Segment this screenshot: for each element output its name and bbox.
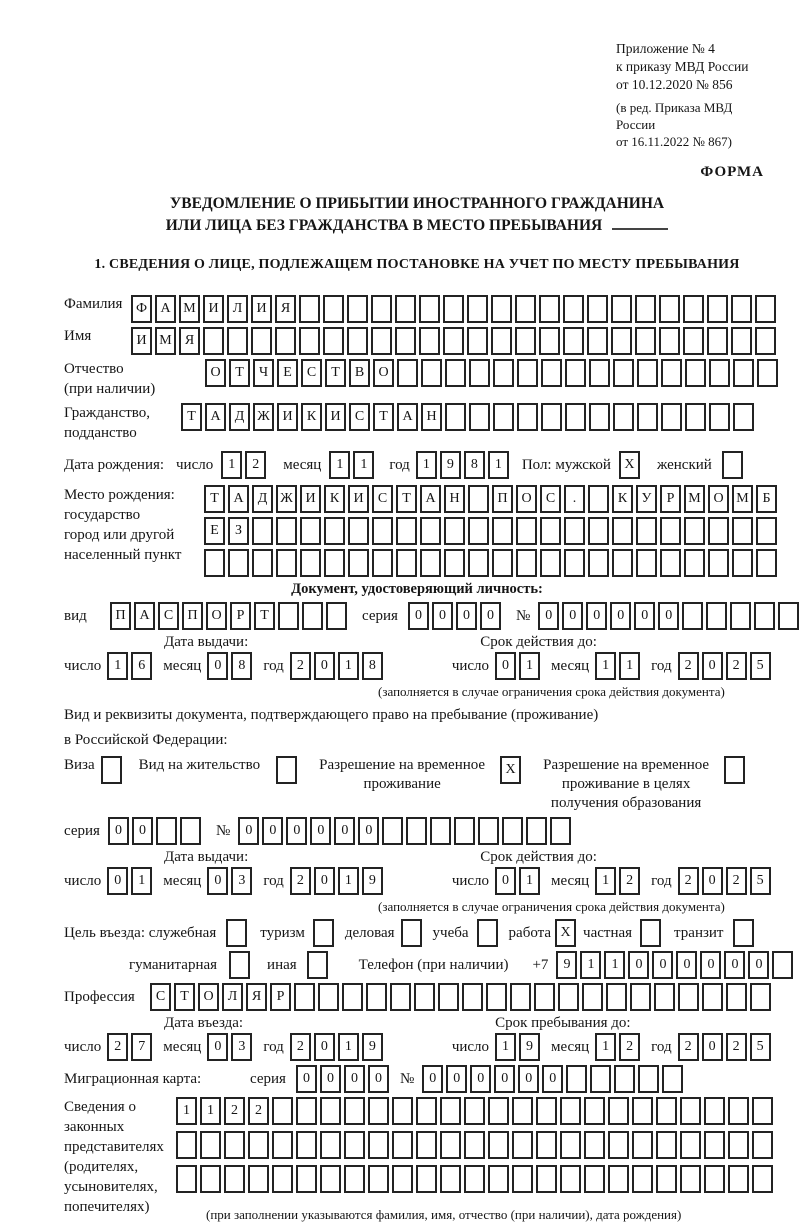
representatives-row [64, 1097, 770, 1223]
purpose-work-checkbox[interactable]: X [555, 919, 579, 947]
citizenship-cells[interactable]: Т А Д Ж И К И С Т А Н [181, 403, 757, 431]
identity-doc-title: Документ, удостоверяющий личность: [291, 581, 543, 597]
sex-female-label: женский [656, 456, 712, 473]
purpose-private-checkbox[interactable] [640, 919, 664, 947]
entry-year-cells[interactable]: 2 0 1 9 [290, 1033, 386, 1061]
surname-label: Фамилия [64, 296, 123, 312]
patronymic-cells[interactable]: О Т Ч Е С Т В О [205, 359, 781, 387]
stay-day-cells[interactable]: 1 9 [495, 1033, 543, 1061]
permit-valid-day-cells[interactable]: 0 1 [495, 867, 543, 895]
doc-valid-month-cells[interactable]: 1 1 [595, 652, 643, 680]
visa-checkbox[interactable] [101, 756, 125, 784]
migration-card-row: Миграционная карта: серия 0 0 0 0 № 0 0 0 0 0 0 [64, 1065, 770, 1093]
purpose-tourism-checkbox[interactable] [313, 919, 337, 947]
sex-male-checkbox[interactable]: X [619, 451, 643, 479]
doc-kind-cells[interactable]: П А С П О Р Т [110, 602, 350, 630]
annex-line: к приказу МВД России [616, 59, 749, 74]
amendment-line: от 16.11.2022 № 867) [616, 134, 733, 149]
temp-permit-edu-checkbox[interactable] [724, 756, 748, 784]
representatives-note: (при заполнении указываются фамилия, имя, отчество (при наличии), дата рождения) [206, 1207, 682, 1222]
permit-validity-note: (заполняется в случае ограничения срока действия документа) [378, 899, 725, 914]
birth-date-label: Дата рождения: [64, 456, 165, 473]
birthplace-cells-row1[interactable]: Т А Д Ж И К И С Т А Н П О С . К У Р М О М Б [204, 485, 780, 513]
permit-dates-row [64, 867, 770, 895]
sex-male-label: Пол: мужской [521, 456, 611, 473]
profession-row [64, 983, 770, 1011]
identity-doc-date-headers: Дата выдачи: Срок действия до: [164, 634, 597, 650]
permit-valid-date: число 0 1 месяц 1 2 год 2 0 2 5 [452, 867, 782, 895]
identity-doc-dates-row [64, 652, 770, 680]
birth-date-row: Дата рождения: число 1 2 месяц 1 1 год 1 9 8 1 Пол: мужской X женский [64, 451, 770, 479]
permit-series-cells[interactable]: 0 0 [108, 817, 204, 845]
permit-issue-year-cells[interactable]: 2 0 1 9 [290, 867, 386, 895]
permit-number-cells[interactable]: 0 0 0 0 0 0 [238, 817, 574, 845]
migration-card-number-cells[interactable]: 0 0 0 0 0 0 [422, 1065, 686, 1093]
identity-doc-row: вид П А С П О Р Т серия 0 0 0 0 № 0 0 0 0 0 0 [64, 602, 770, 630]
temp-permit-edu-label: Разрешение на временное проживание в целях получения образования [543, 757, 710, 811]
migration-card-label: Миграционная карта: [64, 1070, 202, 1087]
residence-doc-line1: Вид и реквизиты документа, подтверждающего право на пребывание (проживание) [64, 707, 599, 723]
section-1-title: 1. СВЕДЕНИЯ О ЛИЦЕ, ПОДЛЕЖАЩЕМ ПОСТАНОВКЕ НА УЧЕТ ПО МЕСТУ ПРЕБЫВАНИЯ [94, 257, 740, 272]
stay-year-cells[interactable]: 2 0 2 5 [678, 1033, 774, 1061]
amendment-reference [616, 99, 770, 150]
phone-prefix: +7 [532, 956, 549, 973]
entry-day-cells[interactable]: 2 7 [107, 1033, 155, 1061]
representatives-cells-row3[interactable] [176, 1165, 776, 1193]
doc-series-cells[interactable]: 0 0 0 0 [408, 602, 504, 630]
birthplace-row [64, 485, 770, 577]
patronymic-label: Отчество (при наличии) [64, 361, 156, 397]
purpose-other-checkbox[interactable] [307, 951, 331, 979]
purpose-business-checkbox[interactable] [401, 919, 425, 947]
given-name-label: Имя [64, 328, 92, 344]
representatives-cells-row2[interactable] [176, 1131, 776, 1159]
sex-female-checkbox[interactable] [722, 451, 746, 479]
profession-label: Профессия [64, 988, 135, 1005]
permit-series-row: серия 0 0 № 0 0 0 0 0 0 [64, 817, 770, 845]
permit-valid-year-cells[interactable]: 2 0 2 5 [678, 867, 774, 895]
phone-cells[interactable]: 9 1 1 0 0 0 0 0 0 [556, 951, 796, 979]
doc-issue-day-cells[interactable]: 1 6 [107, 652, 155, 680]
representatives-cells-row1[interactable]: 1 1 2 2 [176, 1097, 776, 1125]
temp-permit-label: Разрешение на временное проживание [319, 757, 486, 792]
residence-doc-types-row [64, 756, 770, 813]
doc-issue-year-cells[interactable]: 2 0 1 8 [290, 652, 386, 680]
permit-date-headers: Дата выдачи: Срок действия до: [164, 849, 597, 865]
residence-permit-label: Вид на жительство [138, 757, 261, 773]
doc-issue-date: число 1 6 месяц 0 8 год 2 0 1 8 [64, 652, 394, 680]
representatives-label: Сведения о законных представителях (родителях, усыновителях, попечителях) [64, 1099, 164, 1215]
entry-date-headers: Дата въезда: Срок пребывания до: [164, 1015, 631, 1031]
stay-month-cells[interactable]: 1 2 [595, 1033, 643, 1061]
purpose-transit-checkbox[interactable] [733, 919, 757, 947]
permit-issue-day-cells[interactable]: 0 1 [107, 867, 155, 895]
stay-until-group: число 1 9 месяц 1 2 год 2 0 2 5 [452, 1033, 782, 1061]
birth-month-cells[interactable]: 1 1 [329, 451, 377, 479]
title-blank-line [612, 215, 668, 230]
citizenship-label: Гражданство, подданство [64, 405, 151, 441]
birth-year-cells[interactable]: 1 9 8 1 [416, 451, 512, 479]
annex-line: от 10.12.2020 № 856 [616, 77, 733, 92]
surname-cells[interactable]: Ф А М И Л И Я [131, 295, 779, 323]
birthplace-cells-row3[interactable] [204, 549, 780, 577]
entry-month-cells[interactable]: 0 3 [207, 1033, 255, 1061]
migration-card-series-cells[interactable]: 0 0 0 0 [296, 1065, 392, 1093]
phone-label: Телефон (при наличии) [358, 956, 509, 973]
entry-date-group: число 2 7 месяц 0 3 год 2 0 1 9 [64, 1033, 394, 1061]
residence-permit-checkbox[interactable] [276, 756, 300, 784]
page-title [64, 193, 770, 237]
annex-line: Приложение № 4 [616, 41, 715, 56]
temp-permit-checkbox[interactable]: X [500, 756, 524, 784]
birthplace-cells-row2[interactable]: Е З [204, 517, 780, 545]
doc-issue-month-cells[interactable]: 0 8 [207, 652, 255, 680]
annex-reference [616, 40, 770, 94]
given-name-row [64, 327, 770, 355]
doc-kind-label: вид [64, 607, 87, 624]
form-label: ФОРМА [700, 164, 764, 180]
title-line-2: ИЛИ ЛИЦА БЕЗ ГРАЖДАНСТВА В МЕСТО ПРЕБЫВАНИЯ [64, 215, 770, 237]
entry-dates-row [64, 1033, 770, 1061]
doc-validity-note: (заполняется в случае ограничения срока действия документа) [378, 684, 725, 699]
doc-valid-year-cells[interactable]: 2 0 2 5 [678, 652, 774, 680]
surname-row [64, 295, 770, 323]
citizenship-row [64, 403, 770, 443]
amendment-line: (в ред. Приказа МВД России [616, 100, 733, 132]
permit-issue-date: число 0 1 месяц 0 3 год 2 0 1 9 [64, 867, 394, 895]
purpose-study-checkbox[interactable] [477, 919, 501, 947]
given-name-cells[interactable]: И М Я [131, 327, 779, 355]
visa-label: Виза [64, 757, 95, 773]
purpose-second-row: гуманитарная иная Телефон (при наличии) +7 9 1 1 0 0 0 0 0 0 [64, 951, 770, 979]
purpose-humanitarian-checkbox[interactable] [229, 951, 253, 979]
permit-issue-month-cells[interactable]: 0 3 [207, 867, 255, 895]
title-line-1: УВЕДОМЛЕНИЕ О ПРИБЫТИИ ИНОСТРАННОГО ГРАЖДАНИНА [169, 195, 665, 212]
purpose-official-checkbox[interactable] [226, 919, 250, 947]
patronymic-row [64, 359, 770, 399]
profession-cells[interactable]: С Т О Л Я Р [150, 983, 774, 1011]
doc-valid-date: число 0 1 месяц 1 1 год 2 0 2 5 [452, 652, 782, 680]
residence-doc-line2: в Российской Федерации: [64, 732, 228, 748]
permit-valid-month-cells[interactable]: 1 2 [595, 867, 643, 895]
birthplace-label: Место рождения: государство город или другой населенный пункт [64, 487, 182, 563]
doc-number-cells[interactable]: 0 0 0 0 0 0 [538, 602, 802, 630]
entry-purpose-row: Цель въезда: служебная туризм деловая учеба работа X частная транзит [64, 919, 770, 947]
birth-day-cells[interactable]: 1 2 [221, 451, 269, 479]
doc-valid-day-cells[interactable]: 0 1 [495, 652, 543, 680]
